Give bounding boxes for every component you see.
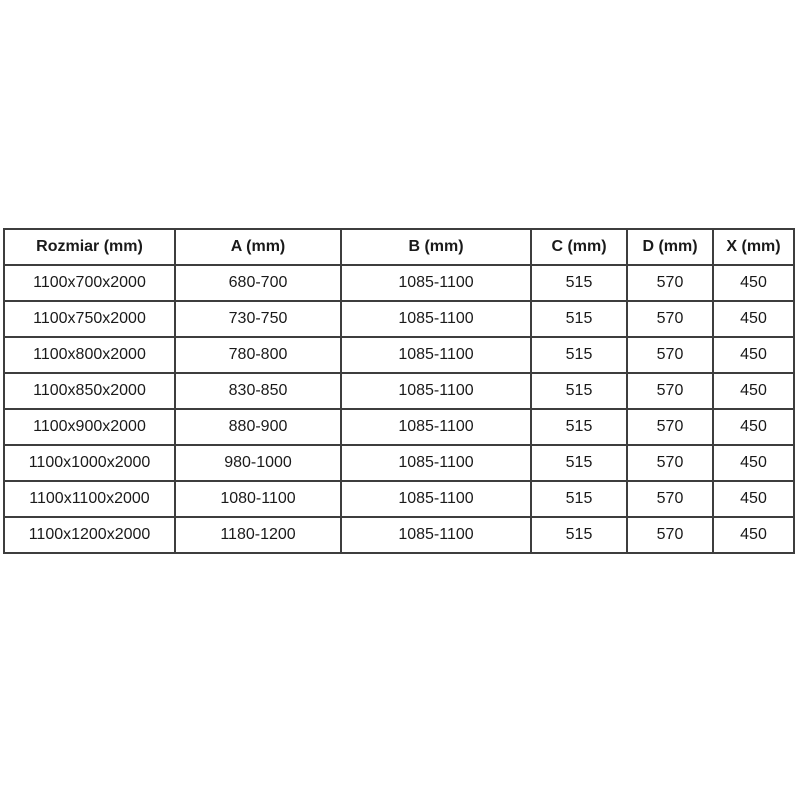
table-cell: 1085-1100 <box>341 481 531 517</box>
table-cell: 1080-1100 <box>175 481 341 517</box>
table-cell: 1085-1100 <box>341 445 531 481</box>
table-cell: 515 <box>531 481 627 517</box>
table-cell: 1100x750x2000 <box>4 301 175 337</box>
column-header: X (mm) <box>713 229 794 265</box>
table-cell: 780-800 <box>175 337 341 373</box>
table-row <box>4 481 794 517</box>
table-cell: 1100x1000x2000 <box>4 445 175 481</box>
column-header: A (mm) <box>175 229 341 265</box>
table-row <box>4 265 794 301</box>
table-cell: 830-850 <box>175 373 341 409</box>
table-cell: 450 <box>713 265 794 301</box>
table-row <box>4 301 794 337</box>
table-cell: 1100x1200x2000 <box>4 517 175 553</box>
table-cell: 980-1000 <box>175 445 341 481</box>
table-cell: 680-700 <box>175 265 341 301</box>
table-cell: 450 <box>713 517 794 553</box>
table-row <box>4 373 794 409</box>
table-body <box>4 265 794 553</box>
table-cell: 515 <box>531 301 627 337</box>
table-cell: 1100x850x2000 <box>4 373 175 409</box>
table-cell: 1085-1100 <box>341 409 531 445</box>
table-cell: 1085-1100 <box>341 265 531 301</box>
table-cell: 1085-1100 <box>341 373 531 409</box>
table-row <box>4 445 794 481</box>
table-row <box>4 517 794 553</box>
table-cell: 570 <box>627 265 713 301</box>
table-cell: 450 <box>713 373 794 409</box>
table-cell: 450 <box>713 337 794 373</box>
table-cell: 450 <box>713 445 794 481</box>
table-cell: 880-900 <box>175 409 341 445</box>
table-cell: 515 <box>531 409 627 445</box>
table-cell: 1085-1100 <box>341 301 531 337</box>
table-cell: 570 <box>627 373 713 409</box>
table-cell: 570 <box>627 301 713 337</box>
table-cell: 450 <box>713 409 794 445</box>
table-cell: 570 <box>627 337 713 373</box>
table-cell: 515 <box>531 445 627 481</box>
table-cell: 1085-1100 <box>341 517 531 553</box>
table-row <box>4 337 794 373</box>
table-cell: 450 <box>713 481 794 517</box>
table-cell: 570 <box>627 517 713 553</box>
column-header: C (mm) <box>531 229 627 265</box>
table-cell: 515 <box>531 517 627 553</box>
table-cell: 1100x700x2000 <box>4 265 175 301</box>
table-cell: 515 <box>531 265 627 301</box>
table-cell: 570 <box>627 445 713 481</box>
table-cell: 1100x900x2000 <box>4 409 175 445</box>
table-row <box>4 409 794 445</box>
table-cell: 1085-1100 <box>341 337 531 373</box>
column-header: D (mm) <box>627 229 713 265</box>
column-header: Rozmiar (mm) <box>4 229 175 265</box>
table-cell: 570 <box>627 409 713 445</box>
table-cell: 1100x800x2000 <box>4 337 175 373</box>
table-cell: 730-750 <box>175 301 341 337</box>
size-spec-table <box>3 228 795 554</box>
table-cell: 515 <box>531 373 627 409</box>
table-cell: 515 <box>531 337 627 373</box>
table-header-row <box>4 229 794 265</box>
column-header: B (mm) <box>341 229 531 265</box>
table-cell: 1180-1200 <box>175 517 341 553</box>
table-cell: 450 <box>713 301 794 337</box>
table-cell: 570 <box>627 481 713 517</box>
table-cell: 1100x1100x2000 <box>4 481 175 517</box>
